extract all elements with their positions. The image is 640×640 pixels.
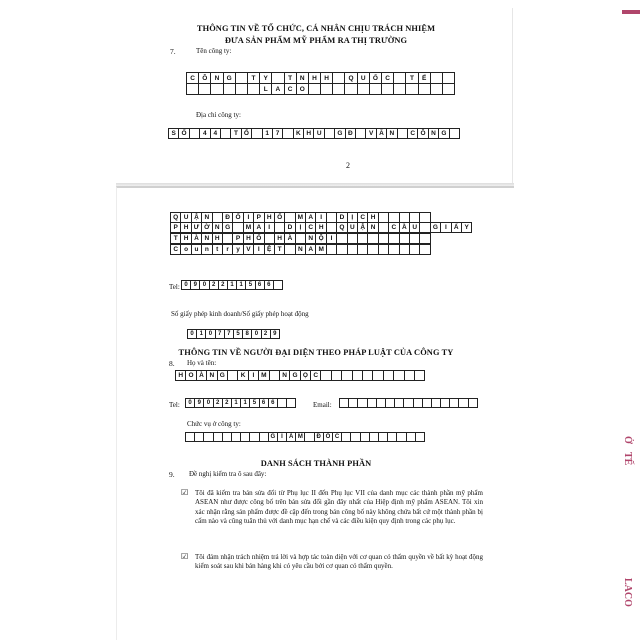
character-box: Ư <box>191 222 202 233</box>
character-box: 5 <box>245 280 255 290</box>
character-box: Ô <box>198 72 211 84</box>
character-box <box>419 233 430 244</box>
character-box: 4 <box>210 128 221 139</box>
character-box: Ă <box>376 128 387 139</box>
character-box: 2 <box>261 329 271 339</box>
character-box: Ầ <box>399 222 410 233</box>
character-box: P <box>253 212 264 223</box>
company-tel-label: Tel: <box>169 283 180 291</box>
character-box: 5 <box>249 398 259 408</box>
character-box: I <box>264 222 275 233</box>
page-number: 2 <box>346 161 350 170</box>
character-box: H <box>320 72 333 84</box>
character-box <box>449 128 460 139</box>
character-box: Ộ <box>315 233 326 244</box>
adjacent-page-strip <box>514 0 640 640</box>
character-box: N <box>201 212 212 223</box>
company-address-boxes-row5 <box>170 244 430 255</box>
character-box: 0 <box>205 329 215 339</box>
character-box: H <box>180 233 191 244</box>
stamp-edge-mark <box>622 10 640 14</box>
rep-tel-label: Tel: <box>169 401 180 409</box>
character-box: C <box>332 432 342 442</box>
character-box: Ố <box>178 128 189 139</box>
character-box: A <box>253 222 264 233</box>
character-box: I <box>253 244 264 255</box>
character-box: C <box>357 212 368 223</box>
item-number-7: 7. <box>170 47 176 56</box>
character-box: Đ <box>314 432 324 442</box>
character-box <box>415 432 425 442</box>
character-box: N <box>305 233 316 244</box>
character-box: u <box>191 244 202 255</box>
character-box: n <box>201 244 212 255</box>
character-box: 8 <box>242 329 252 339</box>
character-box: 7 <box>224 329 234 339</box>
character-box: M <box>315 244 326 255</box>
character-box: Đ <box>345 128 356 139</box>
character-box <box>273 280 283 290</box>
character-box: A <box>305 212 316 223</box>
character-box: Đ <box>222 212 233 223</box>
character-box: 1 <box>196 329 206 339</box>
character-box: D <box>284 222 295 233</box>
character-box: T <box>274 244 285 255</box>
character-box: C <box>310 370 321 381</box>
character-box: 6 <box>264 280 274 290</box>
character-box: Ệ <box>264 244 275 255</box>
character-box: T <box>284 72 297 84</box>
character-box: N <box>296 72 309 84</box>
character-box: I <box>315 212 326 223</box>
character-box: C <box>388 222 399 233</box>
character-box <box>468 398 478 408</box>
character-box: G <box>268 432 278 442</box>
character-box: H <box>367 212 378 223</box>
character-box: I <box>440 222 451 233</box>
character-box: Ố <box>274 212 285 223</box>
character-box: 0 <box>199 280 209 290</box>
document-page-bottom <box>116 186 515 640</box>
character-box: Ậ <box>357 222 368 233</box>
character-box: 9 <box>270 329 280 339</box>
character-box: Ờ <box>201 222 212 233</box>
character-box: 2 <box>209 280 219 290</box>
character-box: C <box>407 128 418 139</box>
character-box: Á <box>286 432 296 442</box>
character-box: G <box>438 128 449 139</box>
rep-tel-boxes <box>185 398 295 408</box>
character-box: 7 <box>272 128 283 139</box>
character-box: 4 <box>199 128 210 139</box>
character-box: À <box>196 370 207 381</box>
character-box: I <box>277 432 287 442</box>
character-box: N <box>295 244 306 255</box>
character-box: 2 <box>218 280 228 290</box>
character-box: U <box>357 72 370 84</box>
company-address-boxes-row3 <box>170 222 471 233</box>
character-box: 6 <box>255 280 265 290</box>
character-box: H <box>274 233 285 244</box>
company-address-boxes-row4 <box>170 233 430 244</box>
character-box: Ấ <box>451 222 462 233</box>
character-box: T <box>405 72 418 84</box>
character-box: H <box>315 222 326 233</box>
character-box: H <box>303 128 314 139</box>
character-box: Ị <box>295 222 306 233</box>
character-box: U <box>180 212 191 223</box>
character-box: 0 <box>181 280 191 290</box>
business-license-boxes <box>187 329 279 339</box>
character-box: S <box>168 128 179 139</box>
character-box: C <box>186 72 199 84</box>
character-box: V <box>243 244 254 255</box>
character-box: O <box>185 370 196 381</box>
character-box: G <box>217 370 228 381</box>
character-box <box>286 398 296 408</box>
company-address-label: Địa chỉ công ty: <box>196 111 241 119</box>
character-box: A <box>305 244 316 255</box>
character-box: N <box>201 233 212 244</box>
document-page-top <box>120 8 513 184</box>
position-boxes <box>185 432 424 442</box>
character-box: Ô <box>417 128 428 139</box>
paragraph-ingredients-confirmation: Tôi đã kiểm tra bản sửa đổi từ Phụ lục II đến Phụ lục VII của danh mục các thành phần mỹ phẩm ASEAN như được công bố trên bản sửa đổi gần đây nhất của Hiệp định mỹ phẩm ASEAN. Tôi xin xác nhận rằng sản phẩm được đề cập đến trong bản công bố này không chứa bất cứ một thành phần bị cấm nào và cũng tuân thủ với danh mục hạn chế và các điều kiện quy định trong các phụ lục. <box>195 489 483 526</box>
character-box: H <box>308 72 321 84</box>
character-box: T <box>230 128 241 139</box>
character-box: K <box>237 370 248 381</box>
inspect-label: Đề nghị kiểm tra ô sau đây: <box>189 470 267 478</box>
character-box: Ố <box>323 432 333 442</box>
character-box: H <box>175 370 186 381</box>
character-box: G <box>222 222 233 233</box>
company-name-boxes-row2 <box>186 83 454 95</box>
character-box: 2 <box>213 398 223 408</box>
character-box: A <box>271 83 284 95</box>
character-box: G <box>334 128 345 139</box>
character-box: K <box>293 128 304 139</box>
character-box: Ọ <box>300 370 311 381</box>
company-tel-boxes <box>181 280 282 290</box>
character-box: Q <box>344 72 357 84</box>
character-box: Y <box>259 72 272 84</box>
item-number-8: 8. <box>169 359 175 368</box>
checkbox-responsibility-confirmation[interactable]: ☑ <box>181 552 189 561</box>
character-box: T <box>247 72 260 84</box>
paragraph-responsibility-confirmation: Tôi đảm nhận trách nhiệm trả lời và hợp tác toàn diện với cơ quan có thẩm quyền về bất kỳ hoạt động kiểm soát sau khi bán hàng khi có yêu cầu bởi cơ quan có thẩm quyền. <box>195 553 483 571</box>
character-box: 7 <box>215 329 225 339</box>
character-box: H <box>180 222 191 233</box>
character-box: G <box>289 370 300 381</box>
character-box: Ế <box>418 72 431 84</box>
character-box: y <box>232 244 243 255</box>
character-box: H <box>212 233 223 244</box>
character-box: U <box>347 222 358 233</box>
character-box: L <box>259 83 272 95</box>
character-box: 0 <box>185 398 195 408</box>
character-box <box>442 83 455 95</box>
heading-legal-representative: THÔNG TIN VỀ NGƯỜI ĐẠI DIỆN THEO PHÁP LUẬT CỦA CÔNG TY <box>178 348 454 357</box>
character-box: O <box>296 83 309 95</box>
character-box: I <box>326 233 337 244</box>
stamp-fragment-3: LACO <box>622 578 633 607</box>
character-box: I <box>243 212 254 223</box>
business-license-label: Số giấy phép kinh doanh/Số giấy phép hoạt động <box>171 310 309 318</box>
position-label: Chức vụ ở công ty: <box>187 420 241 428</box>
character-box: M <box>295 212 306 223</box>
character-box: 1 <box>262 128 273 139</box>
character-box: 1 <box>227 280 237 290</box>
email-boxes <box>339 398 477 408</box>
character-box: Y <box>461 222 472 233</box>
character-box: t <box>212 244 223 255</box>
character-box: N <box>386 128 397 139</box>
character-box: Ố <box>253 233 264 244</box>
heading-ingredients-list: DANH SÁCH THÀNH PHẦN <box>260 459 372 468</box>
character-box: G <box>430 222 441 233</box>
character-box: 1 <box>236 280 246 290</box>
stamp-fragment-2: TẾ <box>622 452 633 466</box>
rep-name-boxes <box>175 370 424 381</box>
character-box: Ậ <box>191 212 202 223</box>
character-box: N <box>279 370 290 381</box>
company-address-boxes-row1 <box>168 128 459 139</box>
character-box: C <box>170 244 181 255</box>
heading-responsible-org-line2: ĐƯA SẢN PHẨM MỸ PHẨM RA THỊ TRƯỜNG <box>224 36 408 45</box>
character-box: 9 <box>190 280 200 290</box>
character-box: N <box>206 370 217 381</box>
character-box: 6 <box>268 398 278 408</box>
character-box: r <box>222 244 233 255</box>
character-box: Ị <box>347 212 358 223</box>
character-box: Ổ <box>241 128 252 139</box>
character-box: M <box>243 222 254 233</box>
character-box: Ố <box>369 72 382 84</box>
character-box: D <box>336 212 347 223</box>
character-box: N <box>367 222 378 233</box>
checkbox-ingredients-confirmation[interactable]: ☑ <box>181 488 189 497</box>
character-box: Ố <box>232 212 243 223</box>
character-box: N <box>212 222 223 233</box>
character-box: 5 <box>233 329 243 339</box>
character-box: 2 <box>222 398 232 408</box>
character-box: 0 <box>203 398 213 408</box>
character-box: V <box>365 128 376 139</box>
character-box: 1 <box>231 398 241 408</box>
character-box: T <box>170 233 181 244</box>
character-box: U <box>313 128 324 139</box>
character-box: P <box>170 222 181 233</box>
character-box: N <box>428 128 439 139</box>
email-label: Email: <box>313 401 332 409</box>
character-box <box>414 370 425 381</box>
item-number-9: 9. <box>169 470 175 479</box>
character-box: C <box>381 72 394 84</box>
character-box: 0 <box>251 329 261 339</box>
character-box: 6 <box>259 398 269 408</box>
character-box: 9 <box>194 398 204 408</box>
character-box: U <box>409 222 420 233</box>
character-box: À <box>191 233 202 244</box>
character-box: 1 <box>240 398 250 408</box>
character-box: H <box>243 233 254 244</box>
character-box: C <box>284 83 297 95</box>
character-box: H <box>264 212 275 223</box>
character-box: G <box>223 72 236 84</box>
rep-name-label: Họ và tên: <box>187 359 217 367</box>
character-box: P <box>232 233 243 244</box>
stamp-fragment-1: Ở <box>622 436 633 444</box>
character-box: Q <box>336 222 347 233</box>
heading-responsible-org-line1: THÔNG TIN VỀ TỔ CHỨC, CÁ NHÂN CHỊU TRÁCH NHIỆM <box>196 24 436 33</box>
character-box: C <box>305 222 316 233</box>
character-box: Q <box>170 212 181 223</box>
character-box: M <box>258 370 269 381</box>
company-name-label: Tên công ty: <box>196 47 232 55</box>
character-box <box>419 244 430 255</box>
character-box: M <box>295 432 305 442</box>
character-box: I <box>248 370 259 381</box>
character-box: o <box>180 244 191 255</box>
character-box: À <box>284 233 295 244</box>
character-box: 0 <box>187 329 197 339</box>
character-box: N <box>210 72 223 84</box>
